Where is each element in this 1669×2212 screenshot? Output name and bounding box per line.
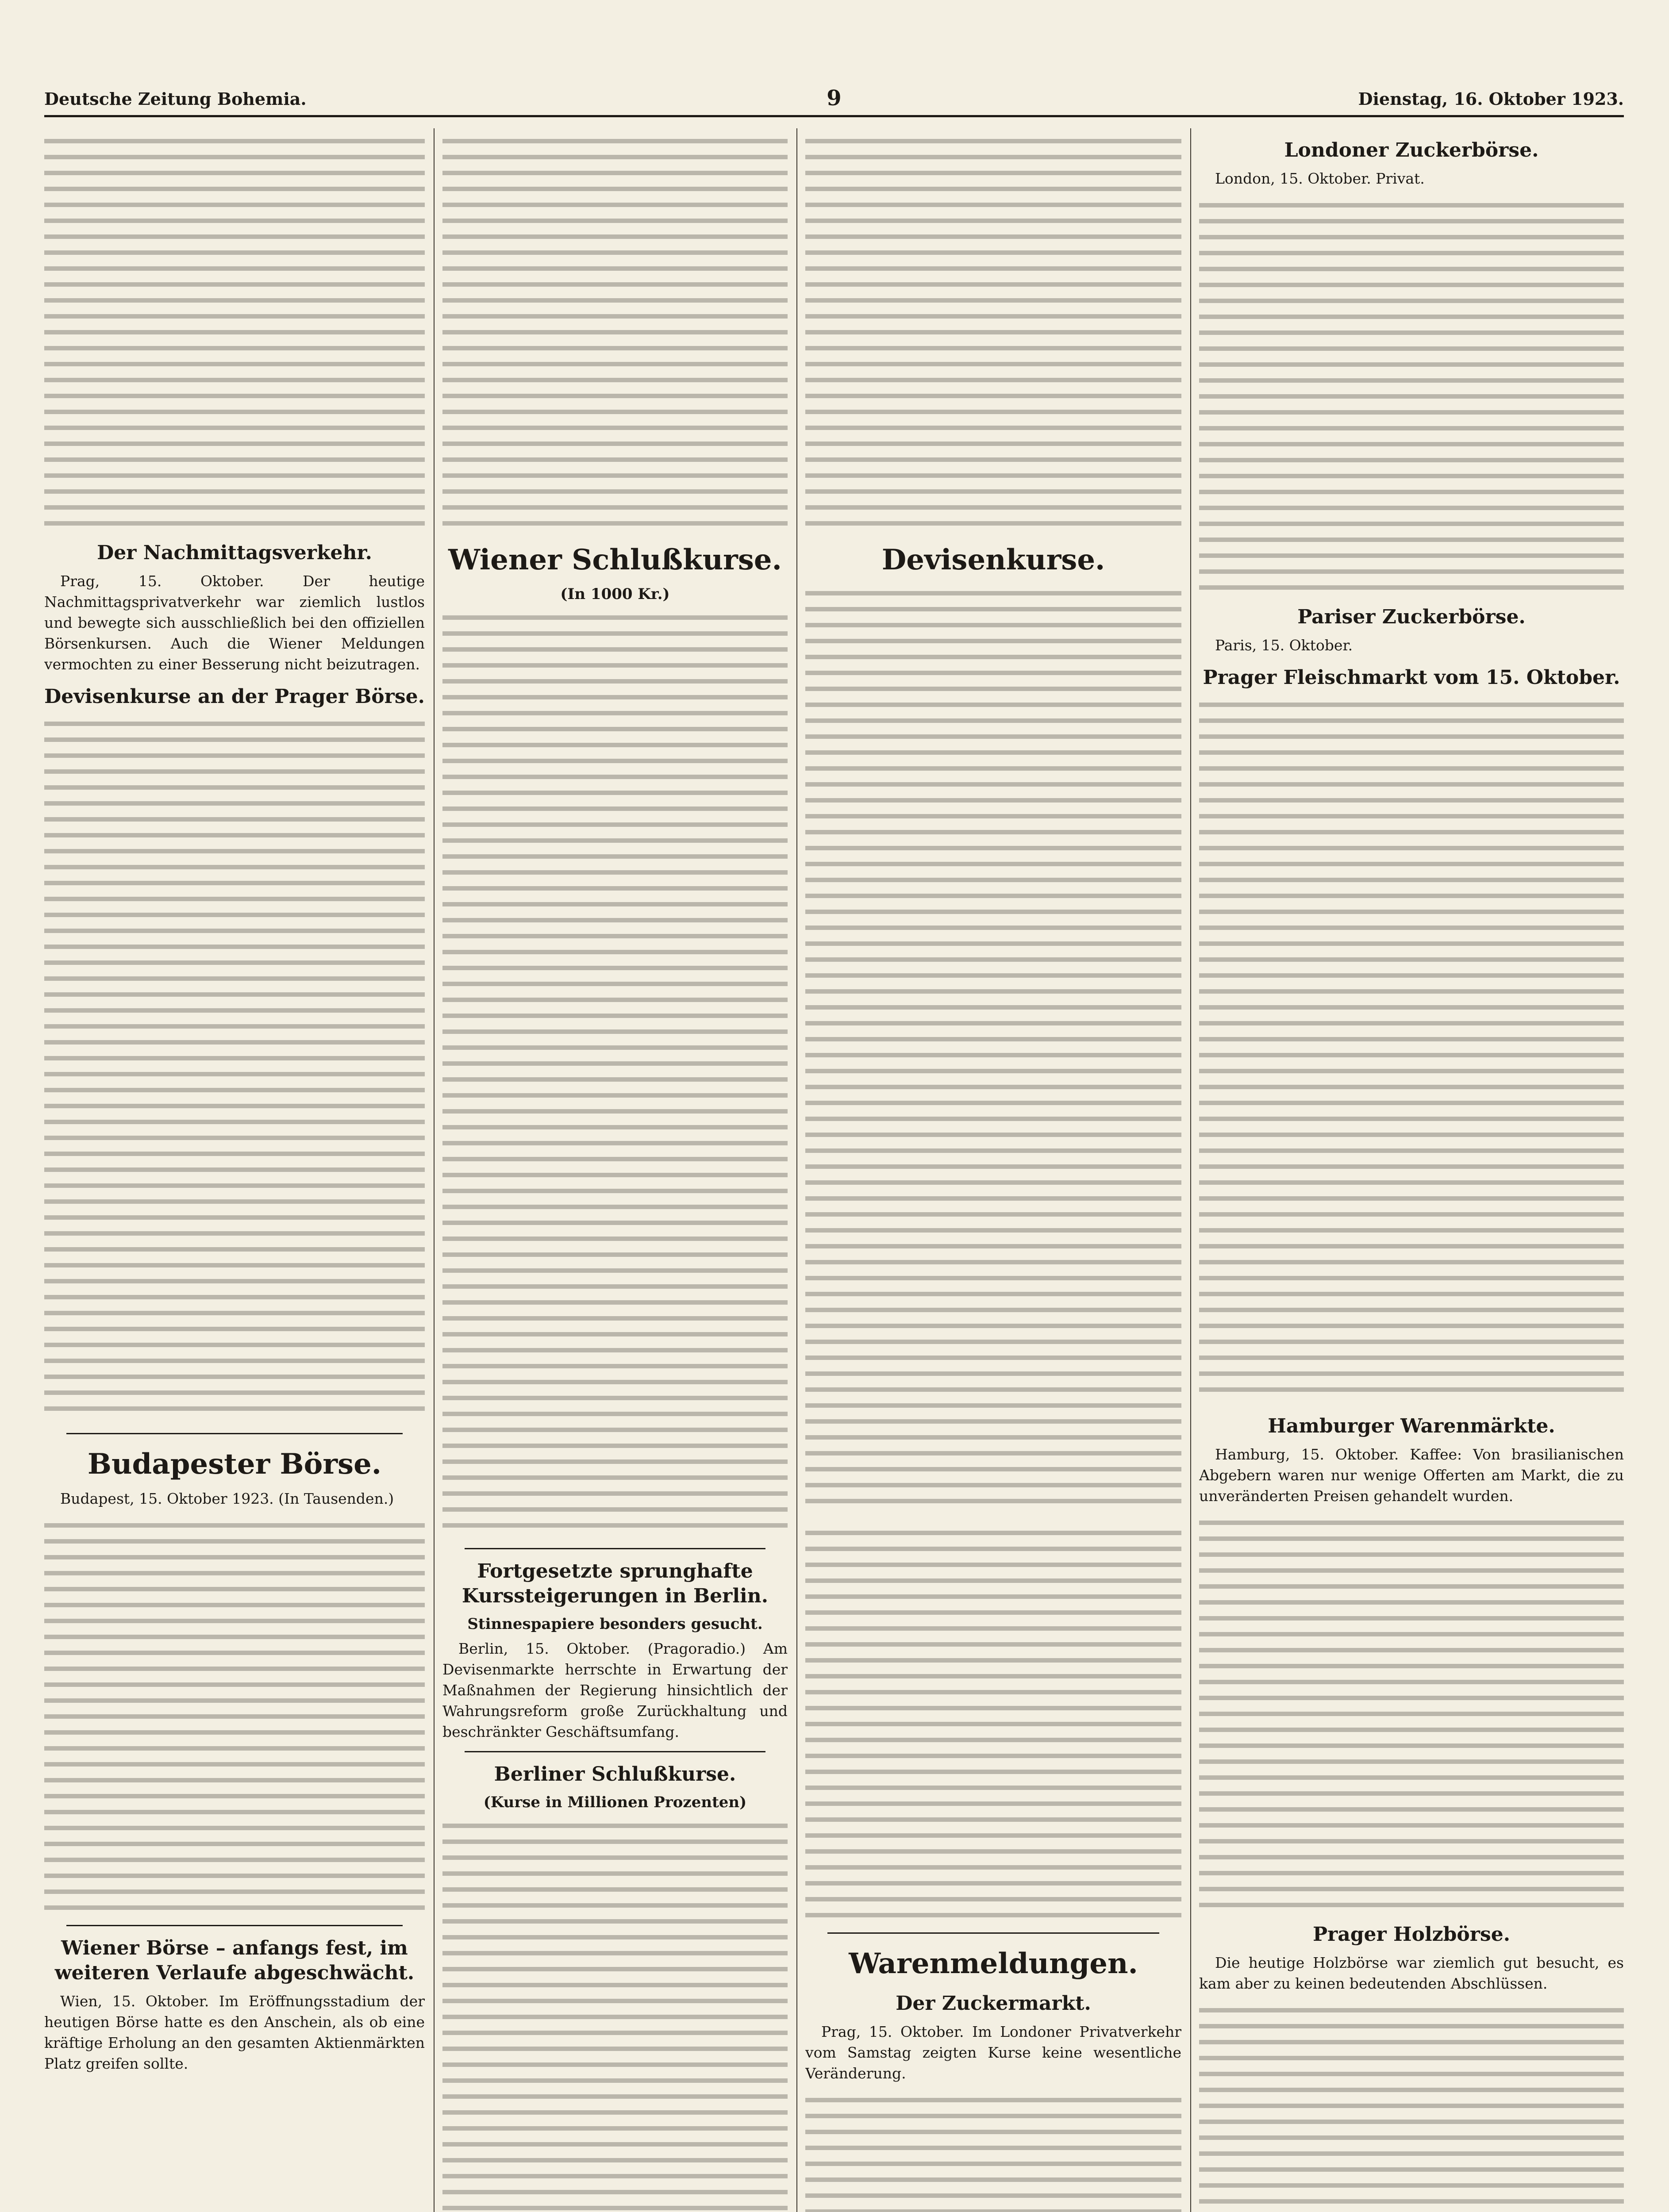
- article-text-block: [805, 1524, 1181, 1922]
- heading-londoner-zuckerboerse: Londoner Zuckerbörse.: [1284, 139, 1539, 161]
- heading-pariser-zuckerboerse: Pariser Zuckerbörse.: [1297, 606, 1526, 628]
- article-text-block: [1199, 1513, 1624, 1912]
- heading-warenmeldungen: Warenmeldungen.: [849, 1947, 1138, 1980]
- article-text-block: [1199, 2001, 1624, 2212]
- subheading: (Kurse in Millionen Prozenten): [483, 1793, 747, 1811]
- heading-wiener-boerse: Wiener Börse – anfangs fest, im weiteren Verlaufe abgeschwächt.: [54, 1937, 415, 1984]
- heading-wiener-schlusskurse: Wiener Schlußkurse.: [448, 543, 782, 576]
- divider: [66, 1925, 403, 1926]
- foreign-exchange-table: [805, 584, 1181, 1513]
- column-4: [1199, 128, 1624, 2212]
- paper-name: Deutsche Zeitung Bohemia.: [44, 89, 307, 109]
- article-text-block: [805, 132, 1181, 530]
- article-paragraph: Hamburg, 15. Oktober. Kaffee: Von brasilianischen Abgebern waren nur wenige Offerten am Markt, die zu unveränderten Preisen gehandelt wurden.: [1199, 1446, 1624, 1505]
- column-rule: [434, 128, 435, 2212]
- heading-devisenkurse-prag: Devisenkurse an der Prager Börse.: [44, 685, 425, 708]
- article-paragraph: Wien, 15. Oktober. Im Eröffnungsstadium der heutigen Börse hatte es den Anschein, als ob eine kräftige Erholung an den gesamten Aktienmärkten Platz greifen sollte.: [44, 1993, 425, 2072]
- heading-nachmittagsverkehr: Der Nachmittagsverkehr.: [97, 541, 372, 564]
- article-text-block: [805, 2091, 1181, 2212]
- column-3: [805, 128, 1181, 2212]
- heading-prager-holzboerse: Prager Holzbörse.: [1312, 1923, 1511, 1946]
- masthead: [44, 84, 1624, 117]
- article-paragraph: Berlin, 15. Oktober. (Pragoradio.) Am Devisenmarkte herrschte in Erwartung der Maßnahmen der Regierung hinsichtlich der Wahrungsreform große Zurückhaltung und beschränkter Geschäftsumfang.: [442, 1640, 788, 1740]
- column-rule: [796, 128, 797, 2212]
- heading-devisenkurse: Devisenkurse.: [881, 543, 1105, 576]
- article-paragraph: Budapest, 15. Oktober 1923. (In Tausenden.): [60, 1490, 394, 1507]
- divider: [827, 1932, 1159, 1934]
- article-paragraph: Prag, 15. Oktober. Im Londoner Privatverkehr vom Samstag zeigten Kurse keine wesentliche Veränderung.: [805, 2023, 1181, 2082]
- subheading: Stinnespapiere besonders gesucht.: [467, 1615, 763, 1633]
- divider: [465, 1548, 765, 1549]
- subheading: (In 1000 Kr.): [560, 585, 670, 603]
- closing-prices-table: [442, 608, 788, 1537]
- article-paragraph: Paris, 15. Oktober.: [1215, 637, 1353, 654]
- date-line: Dienstag, 16. Oktober 1923.: [1358, 89, 1624, 109]
- column-2: [442, 128, 788, 2212]
- article-paragraph: Prag, 15. Oktober. Der heutige Nachmittagsprivatverkehr war ziemlich lustlos und bewegte sich ausschließlich bei den offiziellen Börsenkursen. Auch die Wiener Meldungen vermochten zu einer Besserung nicht beizutragen.: [44, 572, 425, 673]
- exchange-rate-table: [44, 714, 425, 1422]
- column-1: [44, 128, 425, 2212]
- column-rule: [1190, 128, 1191, 2212]
- heading-berlin-kurssteigerungen: Fortgesetzte sprunghafte Kurssteigerungen in Berlin.: [461, 1560, 769, 1607]
- page-number: 9: [827, 86, 842, 111]
- heading-berliner-schlusskurse: Berliner Schlußkurse.: [494, 1763, 736, 1786]
- divider: [465, 1751, 765, 1752]
- article-text-block: [442, 132, 788, 530]
- article-text-block: [44, 1516, 425, 1914]
- article-paragraph: London, 15. Oktober. Privat.: [1215, 170, 1425, 187]
- heading-budapester-boerse: Budapester Börse.: [87, 1448, 382, 1481]
- heading-prager-fleischmarkt: Prager Fleischmarkt vom 15. Oktober.: [1203, 666, 1620, 689]
- sugar-price-table: [1199, 196, 1624, 594]
- heading-hamburger-warenmaerkte: Hamburger Warenmärkte.: [1268, 1415, 1555, 1437]
- divider: [66, 1433, 403, 1434]
- article-text-block: [1199, 695, 1624, 1403]
- article-text-block: [44, 132, 425, 530]
- article-paragraph: Die heutige Holzbörse war ziemlich gut besucht, es kam aber zu keinen bedeutenden Abschlüssen.: [1199, 1954, 1624, 1992]
- heading-zuckermarkt: Der Zuckermarkt.: [896, 1992, 1091, 2015]
- closing-prices-table: [442, 1816, 788, 2212]
